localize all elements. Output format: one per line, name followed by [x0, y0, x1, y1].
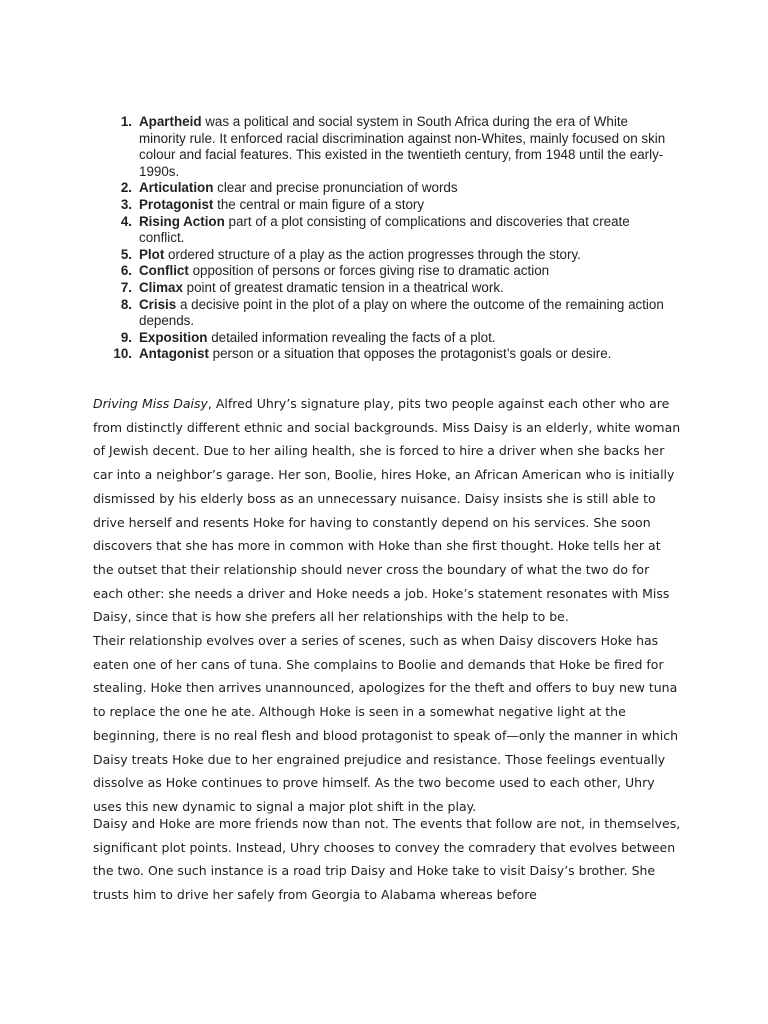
item-number: 8. — [120, 296, 132, 312]
item-number: 2. — [120, 180, 132, 196]
glossary-definition: point of greatest dramatic tension in a theatrical work. — [186, 279, 504, 295]
glossary-definition: ordered structure of a play as the action progresses through the story. — [168, 246, 581, 262]
item-number: 5. — [120, 246, 132, 262]
glossary-item — [108, 280, 668, 297]
glossary-item — [108, 114, 668, 180]
item-number: 9. — [120, 329, 132, 345]
item-number: 6. — [120, 263, 132, 279]
item-number: 10. — [113, 346, 132, 362]
glossary-term: Antagonist — [139, 346, 209, 362]
glossary-definition: part of a plot consisting of complications and discoveries that create conflict. — [139, 213, 630, 246]
essay-section — [93, 812, 683, 907]
glossary-item — [108, 346, 668, 363]
glossary-term: Plot — [139, 246, 165, 262]
glossary-term: Protagonist — [139, 196, 214, 212]
essay-paragraph — [93, 392, 683, 629]
essay-paragraph: Their relationship evolves over a series of scenes, such as when Daisy discovers Hoke has eaten one of her cans of tuna. She complains to Boolie and demands that Hoke be fired for stealing. Hoke then arrives unannounced, apologizes for the theft and offers to buy new tuna to replace the one he ate. Although Hoke is seen in a somewhat negative light at the beginning, there is no real flesh and blood protagonist to speak of—only the manner in which Daisy treats Hoke due to her engrained prejudice and resistance. Those feelings eventually dissolve as Hoke continues to prove himself. As the two become used to each other, Uhry uses this new dynamic to signal a major plot shift in the play. — [93, 633, 679, 814]
play-title: Driving Miss Daisy — [93, 396, 208, 411]
paragraph-text: , Alfred Uhry’s signature play, pits two people against each other who are from distinctly different ethnic and social backgrounds. Miss Daisy is an elderly, white woman of Jewish decent. Due to her ailing health, she is forced to hire a driver when she backs her car into a neighbor’s garage. Her son, Boolie, hires Hoke, an African American who is initially dismissed by his elderly boss as an unnecessary nuisance. Daisy insists she is still able to drive herself and resents Hoke for having to constantly depend on his services. She soon discovers that she has more in common with Hoke than she first thought. Hoke tells her at the outset that their relationship should never cross the boundary of what the two do for each other: she needs a driver and Hoke needs a job. Hoke’s statement resonates with Miss Daisy, since that is how she prefers all her relationships with the help to be. — [93, 396, 681, 625]
glossary-list — [108, 114, 668, 363]
glossary-term: Crisis — [139, 296, 177, 312]
glossary-term: Articulation — [139, 180, 214, 196]
glossary-term: Conflict — [139, 263, 189, 279]
essay-paragraph: Daisy and Hoke are more friends now than not. The events that follow are not, in themselves, significant plot points. Instead, Uhry chooses to convey the comradery that evolves between the two. One such instance is a road trip Daisy and Hoke take to visit Daisy’s brother. She trusts him to drive her safely from Georgia to Alabama whereas before — [93, 816, 681, 903]
glossary-item — [108, 197, 668, 214]
glossary-item — [108, 180, 668, 197]
glossary-definition: the central or main figure of a story — [217, 196, 425, 212]
glossary-item — [108, 263, 668, 280]
item-number: 7. — [120, 279, 132, 295]
glossary-definition: detailed information revealing the facts of a plot. — [211, 329, 496, 345]
glossary-definition: person or a situation that opposes the protagonist’s goals or desire. — [212, 346, 612, 362]
glossary-term: Apartheid — [139, 114, 202, 129]
glossary-definition: clear and precise pronunciation of words — [217, 180, 458, 196]
item-number: 4. — [120, 213, 132, 229]
essay-section — [93, 392, 683, 819]
glossary-item — [108, 247, 668, 264]
glossary-item — [108, 214, 668, 247]
glossary-item — [108, 330, 668, 347]
item-number: 3. — [120, 196, 132, 212]
glossary-item — [108, 297, 668, 330]
item-number: 1. — [120, 114, 132, 129]
glossary-term: Rising Action — [139, 213, 225, 229]
glossary-term: Exposition — [139, 329, 208, 345]
glossary-term: Climax — [139, 279, 183, 295]
glossary-definition: opposition of persons or forces giving rise to dramatic action — [192, 263, 550, 279]
glossary-definition: was a political and social system in South Africa during the era of White minority rule. It enforced racial discrimination against non-Whites, mainly focused on skin colour and facial features. This existed in the twentieth century, from 1948 until the early-1990s. — [139, 114, 666, 179]
glossary-definition: a decisive point in the plot of a play on where the outcome of the remaining action depends. — [139, 296, 664, 329]
